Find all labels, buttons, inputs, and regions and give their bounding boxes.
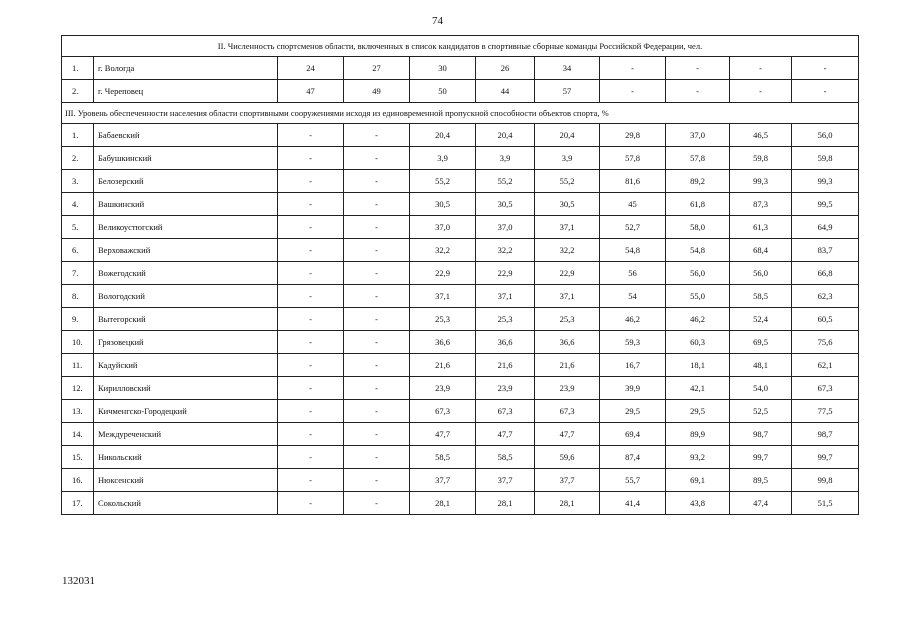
- value-cell: -: [278, 331, 344, 354]
- row-number-cell: 14.: [62, 423, 94, 446]
- value-cell: -: [278, 492, 344, 515]
- value-cell: 61,3: [730, 216, 792, 239]
- value-cell: 20,4: [410, 124, 476, 147]
- value-cell: 59,3: [600, 331, 666, 354]
- value-cell: 99,3: [792, 170, 859, 193]
- value-cell: -: [730, 80, 792, 103]
- value-cell: -: [278, 147, 344, 170]
- value-cell: 87,3: [730, 193, 792, 216]
- section-title: II. Численность спортсменов области, включенных в список кандидатов в спортивные сборные команды Российской Федерации, чел.: [62, 36, 859, 57]
- table-row: [62, 80, 859, 103]
- value-cell: 93,2: [666, 446, 730, 469]
- value-cell: 69,5: [730, 331, 792, 354]
- value-cell: 57,8: [666, 147, 730, 170]
- value-cell: 52,4: [730, 308, 792, 331]
- row-name-cell: Великоустюгский: [94, 216, 278, 239]
- value-cell: 3,9: [476, 147, 535, 170]
- value-cell: 28,1: [535, 492, 600, 515]
- value-cell: 37,0: [476, 216, 535, 239]
- row-name-cell: Вологодский: [94, 285, 278, 308]
- row-name-cell: Бабушкинский: [94, 147, 278, 170]
- row-number-cell: 3.: [62, 170, 94, 193]
- value-cell: 59,8: [730, 147, 792, 170]
- value-cell: 30: [410, 57, 476, 80]
- value-cell: 30,5: [535, 193, 600, 216]
- value-cell: -: [278, 124, 344, 147]
- value-cell: 56,0: [792, 124, 859, 147]
- value-cell: 54: [600, 285, 666, 308]
- row-name-cell: Кирилловский: [94, 377, 278, 400]
- value-cell: -: [344, 446, 410, 469]
- value-cell: 47,4: [730, 492, 792, 515]
- value-cell: 67,3: [410, 400, 476, 423]
- row-number-cell: 16.: [62, 469, 94, 492]
- value-cell: 99,5: [792, 193, 859, 216]
- value-cell: 21,6: [476, 354, 535, 377]
- value-cell: 61,8: [666, 193, 730, 216]
- table-row: [62, 170, 859, 193]
- value-cell: 32,2: [476, 239, 535, 262]
- value-cell: 37,0: [410, 216, 476, 239]
- value-cell: -: [278, 193, 344, 216]
- value-cell: 37,7: [535, 469, 600, 492]
- value-cell: 22,9: [410, 262, 476, 285]
- value-cell: 37,0: [666, 124, 730, 147]
- value-cell: 37,1: [410, 285, 476, 308]
- document-code: 132031: [62, 575, 95, 587]
- row-number-cell: 5.: [62, 216, 94, 239]
- value-cell: -: [792, 57, 859, 80]
- value-cell: 60,3: [666, 331, 730, 354]
- value-cell: -: [344, 170, 410, 193]
- value-cell: 25,3: [410, 308, 476, 331]
- value-cell: -: [278, 239, 344, 262]
- value-cell: 99,7: [792, 446, 859, 469]
- value-cell: -: [730, 57, 792, 80]
- value-cell: 55,2: [535, 170, 600, 193]
- value-cell: 58,0: [666, 216, 730, 239]
- table-row: [62, 124, 859, 147]
- value-cell: -: [344, 308, 410, 331]
- value-cell: 58,5: [410, 446, 476, 469]
- section-header-row: [62, 103, 859, 124]
- value-cell: 89,9: [666, 423, 730, 446]
- value-cell: 47,7: [476, 423, 535, 446]
- value-cell: 55,7: [600, 469, 666, 492]
- value-cell: 46,5: [730, 124, 792, 147]
- value-cell: 27: [344, 57, 410, 80]
- value-cell: -: [278, 446, 344, 469]
- value-cell: 59,8: [792, 147, 859, 170]
- value-cell: -: [344, 124, 410, 147]
- value-cell: -: [344, 354, 410, 377]
- value-cell: 55,2: [476, 170, 535, 193]
- row-number-cell: 7.: [62, 262, 94, 285]
- value-cell: 56: [600, 262, 666, 285]
- value-cell: 56,0: [730, 262, 792, 285]
- table-row: [62, 446, 859, 469]
- row-name-cell: Бабаевский: [94, 124, 278, 147]
- value-cell: 56,0: [666, 262, 730, 285]
- table-row: [62, 400, 859, 423]
- value-cell: 43,8: [666, 492, 730, 515]
- table-row: [62, 377, 859, 400]
- value-cell: -: [666, 80, 730, 103]
- table-row: [62, 423, 859, 446]
- value-cell: 52,7: [600, 216, 666, 239]
- table-row: [62, 147, 859, 170]
- value-cell: 34: [535, 57, 600, 80]
- value-cell: 50: [410, 80, 476, 103]
- row-name-cell: Междуреченский: [94, 423, 278, 446]
- row-number-cell: 1.: [62, 124, 94, 147]
- value-cell: 37,1: [535, 216, 600, 239]
- value-cell: 25,3: [476, 308, 535, 331]
- value-cell: -: [278, 170, 344, 193]
- value-cell: 30,5: [476, 193, 535, 216]
- value-cell: 37,7: [410, 469, 476, 492]
- value-cell: 99,3: [730, 170, 792, 193]
- value-cell: -: [344, 216, 410, 239]
- value-cell: 68,4: [730, 239, 792, 262]
- value-cell: 51,5: [792, 492, 859, 515]
- value-cell: 98,7: [792, 423, 859, 446]
- value-cell: 21,6: [410, 354, 476, 377]
- row-name-cell: Белозерский: [94, 170, 278, 193]
- row-number-cell: 11.: [62, 354, 94, 377]
- value-cell: 58,5: [476, 446, 535, 469]
- table-row: [62, 193, 859, 216]
- value-cell: 77,5: [792, 400, 859, 423]
- value-cell: -: [278, 469, 344, 492]
- value-cell: -: [278, 216, 344, 239]
- page-number: 74: [432, 15, 443, 27]
- row-number-cell: 17.: [62, 492, 94, 515]
- value-cell: 62,1: [792, 354, 859, 377]
- value-cell: 29,5: [600, 400, 666, 423]
- row-name-cell: Верховажский: [94, 239, 278, 262]
- value-cell: 36,6: [410, 331, 476, 354]
- table-row: [62, 469, 859, 492]
- value-cell: 46,2: [666, 308, 730, 331]
- table-row: [62, 492, 859, 515]
- row-number-cell: 15.: [62, 446, 94, 469]
- value-cell: -: [278, 262, 344, 285]
- value-cell: -: [344, 423, 410, 446]
- value-cell: 41,4: [600, 492, 666, 515]
- value-cell: -: [278, 308, 344, 331]
- table-row: [62, 285, 859, 308]
- value-cell: 54,8: [600, 239, 666, 262]
- value-cell: 29,5: [666, 400, 730, 423]
- value-cell: 3,9: [535, 147, 600, 170]
- value-cell: 36,6: [476, 331, 535, 354]
- value-cell: 55,0: [666, 285, 730, 308]
- row-name-cell: г. Вологда: [94, 57, 278, 80]
- value-cell: 47: [278, 80, 344, 103]
- row-number-cell: 12.: [62, 377, 94, 400]
- table-row: [62, 354, 859, 377]
- value-cell: 89,5: [730, 469, 792, 492]
- value-cell: -: [792, 80, 859, 103]
- value-cell: -: [344, 377, 410, 400]
- value-cell: 64,9: [792, 216, 859, 239]
- value-cell: -: [344, 492, 410, 515]
- value-cell: 49: [344, 80, 410, 103]
- value-cell: 59,6: [535, 446, 600, 469]
- value-cell: 28,1: [476, 492, 535, 515]
- value-cell: 28,1: [410, 492, 476, 515]
- table-row: [62, 331, 859, 354]
- value-cell: 75,6: [792, 331, 859, 354]
- value-cell: 54,0: [730, 377, 792, 400]
- value-cell: 32,2: [535, 239, 600, 262]
- row-number-cell: 4.: [62, 193, 94, 216]
- value-cell: 21,6: [535, 354, 600, 377]
- value-cell: 69,1: [666, 469, 730, 492]
- value-cell: 29,8: [600, 124, 666, 147]
- value-cell: 48,1: [730, 354, 792, 377]
- row-number-cell: 13.: [62, 400, 94, 423]
- value-cell: 69,4: [600, 423, 666, 446]
- row-name-cell: Вытегорский: [94, 308, 278, 331]
- row-name-cell: Грязовецкий: [94, 331, 278, 354]
- value-cell: 23,9: [410, 377, 476, 400]
- value-cell: -: [344, 193, 410, 216]
- value-cell: -: [600, 80, 666, 103]
- value-cell: 55,2: [410, 170, 476, 193]
- row-number-cell: 2.: [62, 80, 94, 103]
- value-cell: 98,7: [730, 423, 792, 446]
- value-cell: 81,6: [600, 170, 666, 193]
- row-name-cell: Никольский: [94, 446, 278, 469]
- row-number-cell: 9.: [62, 308, 94, 331]
- table-row: [62, 239, 859, 262]
- value-cell: -: [278, 423, 344, 446]
- value-cell: 60,5: [792, 308, 859, 331]
- value-cell: 66,8: [792, 262, 859, 285]
- value-cell: 47,7: [535, 423, 600, 446]
- value-cell: 3,9: [410, 147, 476, 170]
- value-cell: 37,1: [476, 285, 535, 308]
- value-cell: -: [278, 377, 344, 400]
- row-name-cell: Сокольский: [94, 492, 278, 515]
- row-name-cell: Нюксенский: [94, 469, 278, 492]
- value-cell: 39,9: [600, 377, 666, 400]
- value-cell: 16,7: [600, 354, 666, 377]
- table-row: [62, 216, 859, 239]
- value-cell: 44: [476, 80, 535, 103]
- value-cell: -: [344, 400, 410, 423]
- value-cell: -: [344, 262, 410, 285]
- row-number-cell: 2.: [62, 147, 94, 170]
- value-cell: 23,9: [535, 377, 600, 400]
- value-cell: 87,4: [600, 446, 666, 469]
- value-cell: 32,2: [410, 239, 476, 262]
- value-cell: 20,4: [535, 124, 600, 147]
- value-cell: 57,8: [600, 147, 666, 170]
- value-cell: 22,9: [535, 262, 600, 285]
- value-cell: -: [344, 239, 410, 262]
- row-number-cell: 10.: [62, 331, 94, 354]
- value-cell: -: [278, 400, 344, 423]
- section-title: III. Уровень обеспеченности населения области спортивными сооружениями исходя из единовременной пропускной способности объектов спорта, %: [62, 103, 859, 124]
- row-number-cell: 8.: [62, 285, 94, 308]
- value-cell: 52,5: [730, 400, 792, 423]
- table-row: [62, 57, 859, 80]
- value-cell: 57: [535, 80, 600, 103]
- value-cell: 22,9: [476, 262, 535, 285]
- row-name-cell: Кадуйский: [94, 354, 278, 377]
- value-cell: 47,7: [410, 423, 476, 446]
- row-name-cell: Вожегодский: [94, 262, 278, 285]
- value-cell: 18,1: [666, 354, 730, 377]
- data-table: [61, 35, 859, 515]
- value-cell: 46,2: [600, 308, 666, 331]
- value-cell: 30,5: [410, 193, 476, 216]
- row-name-cell: Вашкинский: [94, 193, 278, 216]
- value-cell: 42,1: [666, 377, 730, 400]
- value-cell: 45: [600, 193, 666, 216]
- value-cell: 26: [476, 57, 535, 80]
- value-cell: -: [600, 57, 666, 80]
- value-cell: 67,3: [535, 400, 600, 423]
- value-cell: 67,3: [476, 400, 535, 423]
- row-name-cell: Кичменгско-Городецкий: [94, 400, 278, 423]
- value-cell: 99,7: [730, 446, 792, 469]
- row-name-cell: г. Череповец: [94, 80, 278, 103]
- value-cell: 37,1: [535, 285, 600, 308]
- value-cell: -: [344, 147, 410, 170]
- value-cell: 67,3: [792, 377, 859, 400]
- value-cell: 54,8: [666, 239, 730, 262]
- value-cell: 58,5: [730, 285, 792, 308]
- value-cell: -: [666, 57, 730, 80]
- value-cell: 25,3: [535, 308, 600, 331]
- value-cell: 62,3: [792, 285, 859, 308]
- value-cell: -: [278, 285, 344, 308]
- value-cell: -: [278, 354, 344, 377]
- value-cell: 99,8: [792, 469, 859, 492]
- value-cell: 23,9: [476, 377, 535, 400]
- value-cell: 36,6: [535, 331, 600, 354]
- value-cell: 24: [278, 57, 344, 80]
- value-cell: -: [344, 331, 410, 354]
- value-cell: 20,4: [476, 124, 535, 147]
- row-number-cell: 1.: [62, 57, 94, 80]
- table-row: [62, 308, 859, 331]
- value-cell: 89,2: [666, 170, 730, 193]
- table-row: [62, 262, 859, 285]
- value-cell: -: [344, 469, 410, 492]
- section-header-row: [62, 36, 859, 57]
- value-cell: 37,7: [476, 469, 535, 492]
- value-cell: -: [344, 285, 410, 308]
- row-number-cell: 6.: [62, 239, 94, 262]
- value-cell: 83,7: [792, 239, 859, 262]
